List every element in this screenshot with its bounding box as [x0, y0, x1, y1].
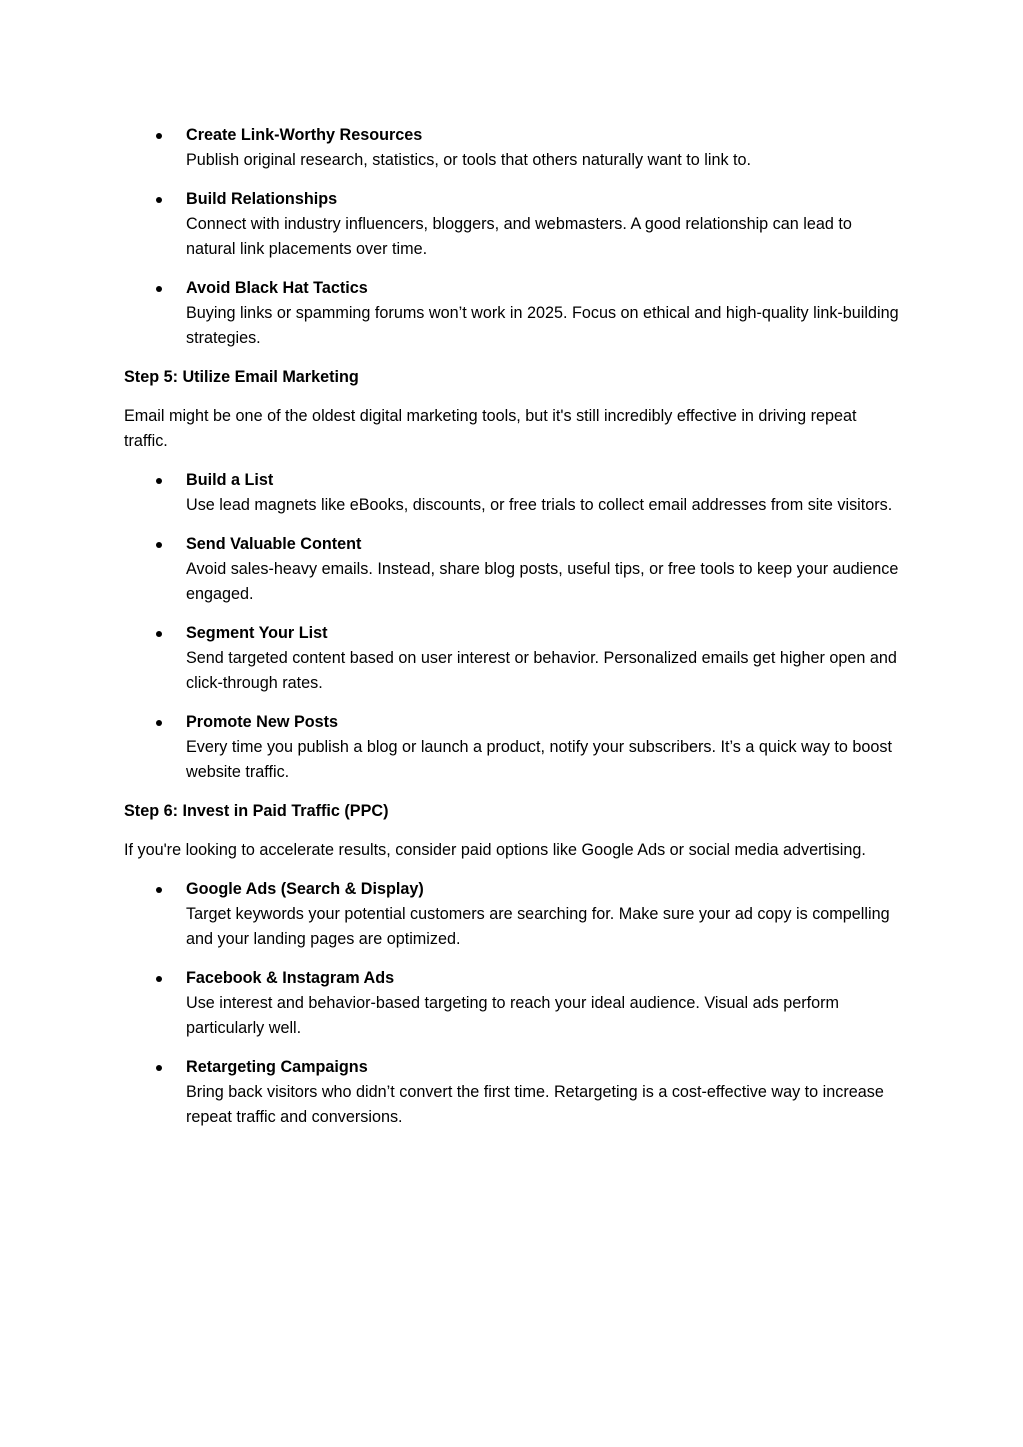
list-item-title: Send Valuable Content — [186, 535, 362, 553]
list-item-title: Avoid Black Hat Tactics — [186, 279, 368, 297]
bullet-icon — [156, 976, 162, 982]
email-marketing-list — [124, 468, 904, 785]
list-item — [124, 532, 904, 607]
list-item-description: Buying links or spamming forums won’t work in 2025. Focus on ethical and high-quality link-building strategies. — [186, 304, 899, 347]
step6-intro: If you're looking to accelerate results, consider paid options like Google Ads or social media advertising. — [124, 841, 866, 859]
step5-intro: Email might be one of the oldest digital marketing tools, but it's still incredibly effective in driving repeat traffic. — [124, 407, 857, 450]
list-item-description: Publish original research, statistics, or tools that others naturally want to link to. — [186, 151, 752, 169]
list-item-description: Use interest and behavior-based targeting to reach your ideal audience. Visual ads perform particularly well. — [186, 994, 839, 1037]
bullet-icon — [156, 631, 162, 637]
list-item-description: Avoid sales-heavy emails. Instead, share blog posts, useful tips, or free tools to keep your audience engaged. — [186, 560, 899, 603]
list-item — [124, 468, 904, 518]
bullet-icon — [156, 1065, 162, 1071]
list-item-description: Every time you publish a blog or launch a product, notify your subscribers. It’s a quick way to boost website traffic. — [186, 738, 893, 781]
list-item-description: Use lead magnets like eBooks, discounts, or free trials to collect email addresses from site visitors. — [186, 496, 893, 514]
step6-heading: Step 6: Invest in Paid Traffic (PPC) — [124, 802, 389, 820]
bullet-icon — [156, 720, 162, 726]
list-item — [124, 123, 904, 173]
list-item — [124, 710, 904, 785]
list-item — [124, 966, 904, 1041]
list-item-title: Facebook & Instagram Ads — [186, 969, 395, 987]
list-item-title: Retargeting Campaigns — [186, 1058, 368, 1076]
list-item-title: Promote New Posts — [186, 713, 339, 731]
bullet-icon — [156, 286, 162, 292]
list-item-title: Build Relationships — [186, 190, 338, 208]
paid-traffic-list — [124, 877, 904, 1130]
list-item-title: Build a List — [186, 471, 274, 489]
list-item-description: Send targeted content based on user interest or behavior. Personalized emails get higher open and click-through rates. — [186, 649, 897, 692]
step5-heading: Step 5: Utilize Email Marketing — [124, 368, 359, 386]
list-item-description: Target keywords your potential customers are searching for. Make sure your ad copy is compelling and your landing pages are optimized. — [186, 905, 890, 948]
list-item — [124, 621, 904, 696]
bullet-icon — [156, 197, 162, 203]
list-item-title: Google Ads (Search & Display) — [186, 880, 424, 898]
list-item-title: Segment Your List — [186, 624, 328, 642]
bullet-icon — [156, 133, 162, 139]
list-item-description: Bring back visitors who didn’t convert the first time. Retargeting is a cost-effective way to increase repeat traffic and conversions. — [186, 1083, 884, 1126]
bullet-icon — [156, 542, 162, 548]
list-item — [124, 276, 904, 351]
list-item — [124, 187, 904, 262]
list-item — [124, 1055, 904, 1130]
list-item-description: Connect with industry influencers, bloggers, and webmasters. A good relationship can lead to natural link placements over time. — [186, 215, 852, 258]
list-item-title: Create Link-Worthy Resources — [186, 126, 423, 144]
list-item — [124, 877, 904, 952]
link-building-list — [124, 123, 904, 351]
document-content — [124, 123, 904, 1144]
bullet-icon — [156, 887, 162, 893]
bullet-icon — [156, 478, 162, 484]
